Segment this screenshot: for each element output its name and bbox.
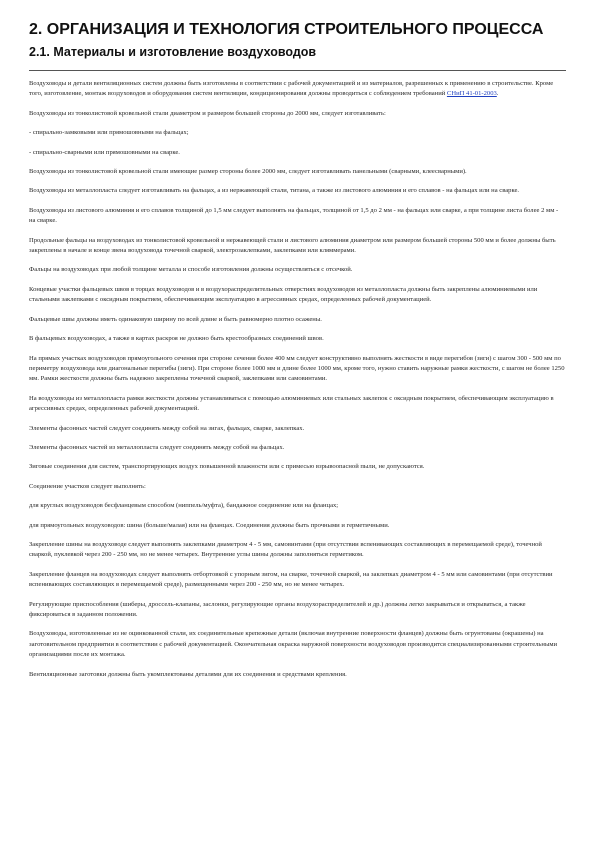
paragraph-2: Воздуховоды из тонколистовой кровельной стали диаметром и размером большей стороны до 2000 мм, следует изготавливать:: [29, 109, 386, 117]
section-title: 2. ОРГАНИЗАЦИЯ И ТЕХНОЛОГИЯ СТРОИТЕЛЬНОГО ПРОЦЕССА: [29, 21, 544, 38]
paragraph-7: Воздуховоды из листового алюминия и его сплавов толщиной до 1,5 мм следует выполнять на фальцах, толщиной от 1,5 до 2 мм - на фальцах или сварке, а при толщине листа более 2 мм - на сварке.: [29, 206, 559, 225]
paragraph-21: Закрепление шины на воздуховоде следует выполнять заклепками диаметром 4 - 5 мм, самовинтами (при отсутствии вспенивающих составляющих в перемещаемой среде), точечной сваркой, пуклевкой через 200 - 250 мм, но не менее четырех. Внутренние углы шины должны заполняться герметиком.: [29, 540, 542, 559]
paragraph-17: Зиговые соединения для систем, транспортирующих воздух повышенной влажности или с примесью взрывоопасной пыли, не допускаются.: [29, 463, 425, 471]
paragraph-5: Воздуховоды из тонколистовой кровельной стали имеющие размер стороны более 2000 мм, следует изготавливать панельными (сварными, клеесварными).: [29, 168, 467, 176]
subsection-title: 2.1. Материалы и изготовление воздуховодов: [29, 45, 317, 59]
paragraph-11: Фальцевые швы должны иметь одинаковую ширину по всей длине и быть равномерно плотно осажены.: [29, 315, 322, 323]
paragraph-1-end: .: [496, 90, 499, 98]
paragraph-10: Концевые участки фальцевых швов в торцах воздуховодов и в воздухораспределительных отверстиях воздуховодов из металлопласта должны быть закреплены алюминиевыми или стальными заклепками с оксидным покрытием, обеспечивающим эксплуатацию в агрессивных средах, определенных рабочей документацией.: [29, 285, 538, 304]
heading-divider: [29, 70, 566, 71]
paragraph-4: - спирально-сварными или прямошовными на сварке.: [29, 148, 180, 156]
paragraph-18: Соединение участков следует выполнять:: [29, 482, 146, 490]
paragraph-22: Закрепление фланцев на воздуховодах следует выполнять отбортовкой с упорным зигом, на сварке, точечной сваркой, на заклепках диаметром 4 - 5 мм или самовинтами (при отсутствии вспенивающих составляющих в перемещаемой среде), размещенными через 200 - 250 мм, но не менее четырех.: [29, 570, 553, 589]
paragraph-13: На прямых участках воздуховодов прямоугольного сечения при стороне сечения более 400 мм следует конструктивно выполнять жесткости в виде перегибов (зиги) с шагом 300 - 500 мм по периметру воздуховода или диагональные перегибы (зиги). При стороне более 1000 мм и длине более 1000 мм, кроме того, нужно ставить наружные рамки жесткости, с шагом не более 1250 мм. Рамки жесткости должны быть надежно закреплены точечной сваркой, заклепками или самовинтами.: [29, 354, 565, 383]
paragraph-19: для круглых воздуховодов бесфланцевым способом (ниппель/муфта), бандажное соединение или на фланцах;: [29, 502, 339, 510]
paragraph-14: На воздуховоды из металлопласта рамки жесткости должны устанавливаться с помощью алюминиевых или стальных заклепок с оксидным покрытием, обеспечивающим эксплуатацию в агрессивных средах, определенных рабочей документацией.: [29, 394, 554, 413]
paragraph-24: Воздуховоды, изготовленные из не оцинкованной стали, их соединительные крепежные детали (включая внутренние поверхности фланцев) должны быть огрунтованы (окрашены) на заготовительном предприятии в соответствии с рабочей документацией. Окончательная окраска наружной поверхности воздуховодов производится специализированными строительными организациями после их монтажа.: [29, 630, 558, 659]
paragraph-25: Вентиляционные заготовки должны быть укомплектованы деталями для их соединения и средствами крепления.: [29, 670, 347, 678]
snip-link[interactable]: СНиП 41-01-2003: [446, 90, 497, 98]
paragraph-1: [29, 79, 566, 100]
paragraph-9: Фальцы на воздуховодах при любой толщине металла и способе изготовления должны осуществляться с отсечкой.: [29, 266, 353, 274]
paragraph-20: для прямоугольных воздуховодов: шина (больше/малая) или на фланцах. Соединения должны быть прочными и герметичными.: [29, 521, 390, 529]
paragraph-15: Элементы фасонных частей следует соединять между собой на зигах, фальцах, сварке, заклепках.: [29, 424, 305, 432]
paragraph-6: Воздуховоды из металлопласта следует изготавливать на фальцах, а из нержавеющей стали, титана, а также из листового алюминия и его сплавов - на фальцах или на сварке.: [29, 187, 520, 195]
paragraph-23: Регулирующие приспособления (шиберы, дроссель-клапаны, заслонки, регулирующие органы воздухораспределителей и др.) должны легко закрываться и открываться, а также фиксироваться в заданном положении.: [29, 600, 526, 618]
paragraph-16: Элементы фасонных частей из металлопласта следует соединять между собой на фальцах.: [29, 443, 285, 451]
paragraph-12: В фальцевых воздуховодах, а также в картах раскроя не должно быть крестообразных соединений швов.: [29, 335, 324, 343]
paragraph-8: Продольные фальцы на воздуховодах из тонколистовой кровельной и нержавеющей стали и листового алюминия диаметром или размером большей стороны 500 мм и более должны быть закреплены в начале и конце звена воздуховода точечной сваркой, электрозаклепками, заклепками или кляммерами.: [29, 236, 556, 255]
paragraph-3: - спирально-замковыми или прямошовными на фальцах;: [29, 129, 189, 137]
paragraph-1-text: Воздуховоды и детали вентиляционных систем должны быть изготовлены в соответствии с рабочей документацией и из материалов, разрешенных к применению в строительстве. Кроме того, изготовление, монтаж воздуховодов и оборудования систем вентиляции, кондиционирования должны проводиться с соблюдением требований: [29, 80, 554, 98]
